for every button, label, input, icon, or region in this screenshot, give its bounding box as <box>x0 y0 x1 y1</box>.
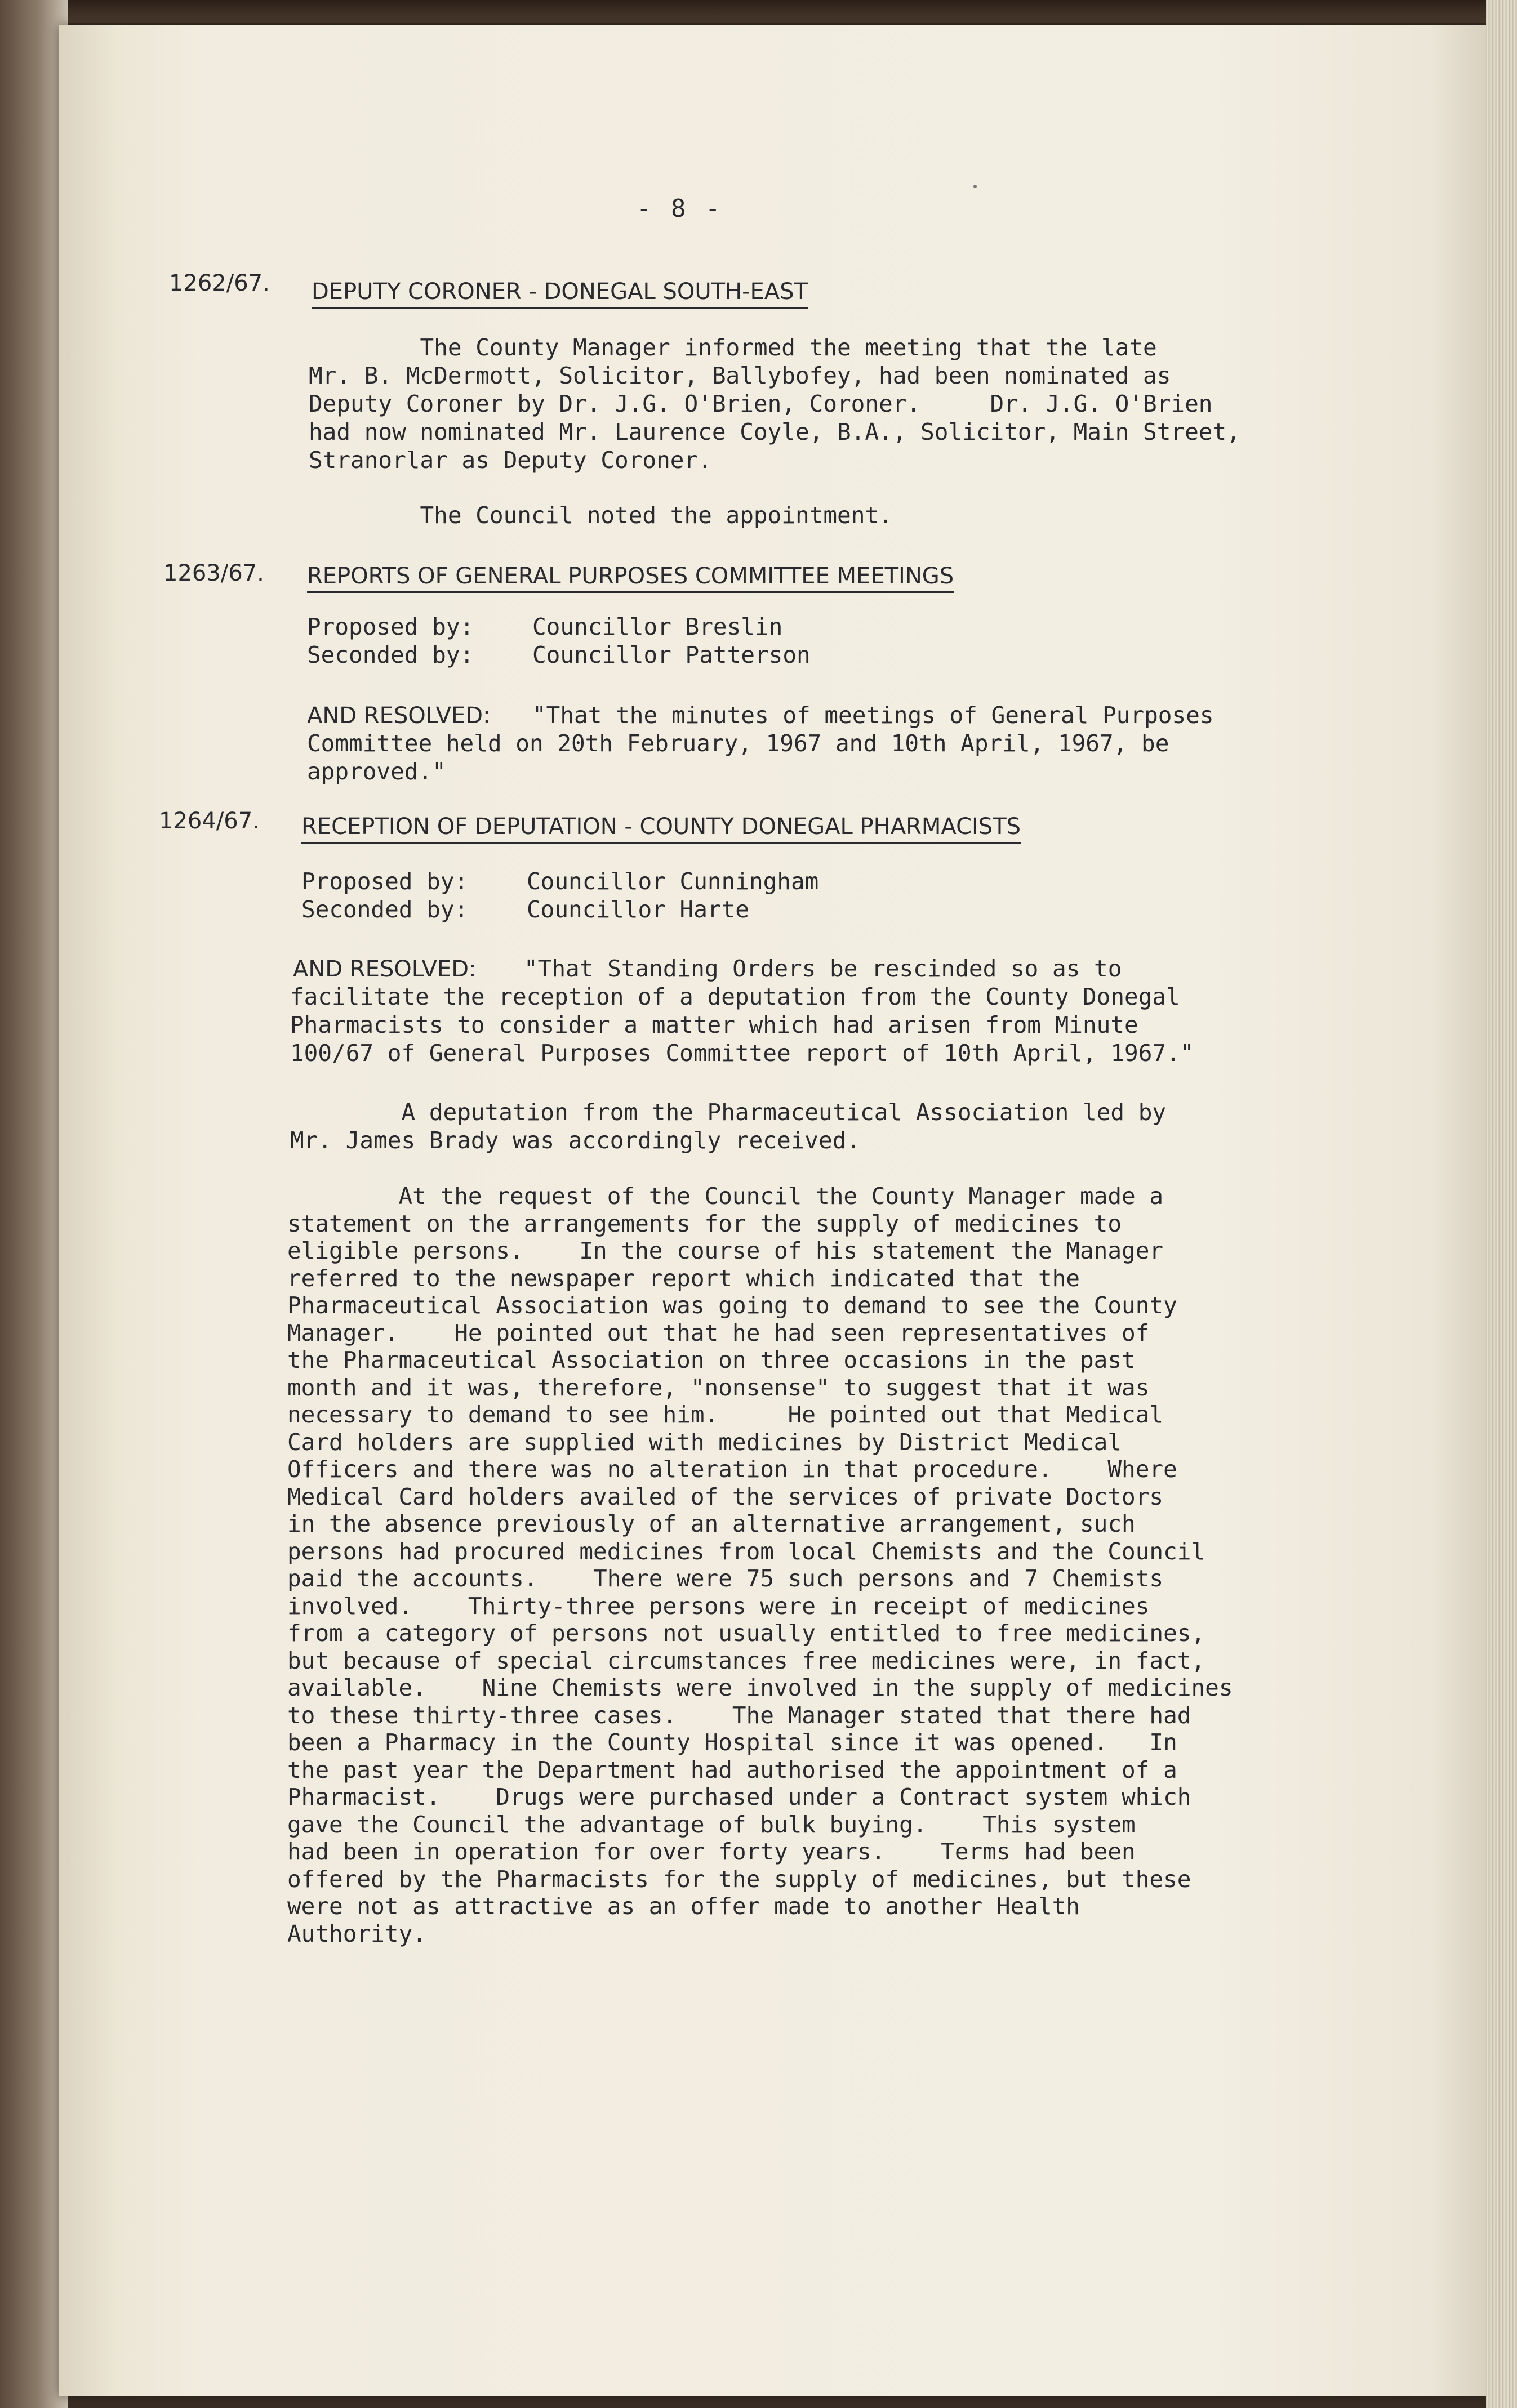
minute-body: The County Manager informed the meeting that the late Mr. B. McDermott, Solicitor, Ballybofey, had been nominated as Deputy Coroner by Dr. J.G. O'Brien, Coroner. Dr. J.G. O'Brien had now nominated Mr. Laurence Coyle, B.A., Solicitor, Main Street, Stranorlar as Deputy Coroner. <box>309 334 1240 474</box>
proposed-row <box>307 613 782 641</box>
proposed-value: Councillor Cunningham <box>527 868 819 895</box>
minute-heading: REPORTS OF GENERAL PURPOSES COMMITTEE MEETINGS <box>307 563 954 593</box>
resolved-text: "That the minutes of meetings of General Purposes <box>532 702 1214 729</box>
resolved-text: "That Standing Orders be rescinded so as to <box>524 955 1122 982</box>
proposed-label: Proposed by: <box>307 613 474 640</box>
proposed-label: Proposed by: <box>301 868 469 895</box>
seconded-row <box>307 641 811 669</box>
seconded-value: Councillor Patterson <box>532 641 811 668</box>
resolved-continuation: Committee held on 20th February, 1967 and 10th April, 1967, be approved." <box>307 730 1169 785</box>
statement-paragraph: At the request of the Council the County Manager made a statement on the arrangements for the supply of medicines to eligible persons. In the course of his statement the Manager referred to the newspaper report which indicated that the Pharmaceutical Association was going to demand to see the County Manager. He pointed out that he had seen representatives of the Pharmaceutical Association on three occasions in the past month and it was, therefore, "nonsense" to suggest that it was necessary to demand to see him. He pointed out that Medical Card holders are supplied with medicines by District Medical Officers and there was no alteration in that procedure. Where Medical Card holders availed of the services of private Doctors in the absence previously of an alternative arrangement, such persons had procured medicines from local Chemists and the Council paid the accounts. There were 75 such persons and 7 Chemists involved. Thirty-three persons were in receipt of medicines from a category of persons not usually entitled to free medicines, but because of special circumstances free medicines were, in fact, available. Nine Chemists were involved in the supply of medicines to these thirty-three cases. The Manager stated that there had been a Pharmacy in the County Hospital since it was opened. In the past year the Department had authorised the appointment of a Pharmacist. Drugs were purchased under a Contract system which gave the Council the advantage of bulk buying. This system had been in operation for over forty years. Terms had been offered by the Pharmacists for the supply of medicines, but these were not as attractive as an offer made to another Health Authority. <box>287 1183 1233 1947</box>
minute-number: 1264/67. <box>159 808 260 834</box>
seconded-label: Seconded by: <box>301 896 469 923</box>
resolved-continuation: facilitate the reception of a deputation from the County Donegal Pharmacists to consider a matter which had arisen from Minute 100/67 of General Purposes Committee report of 10th April, 1967." <box>290 983 1194 1067</box>
deputation-paragraph: A deputation from the Pharmaceutical Association led by Mr. James Brady was accordingly received. <box>290 1099 1167 1154</box>
resolved-row <box>307 701 1214 730</box>
proposed-row <box>301 867 818 895</box>
resolved-row <box>293 955 1122 983</box>
paper-speck <box>973 185 977 188</box>
resolved-label: AND RESOLVED: <box>293 956 477 982</box>
proposed-value: Councillor Breslin <box>532 613 783 640</box>
resolved-label: AND RESOLVED: <box>307 703 491 729</box>
minute-number: 1263/67. <box>163 560 264 586</box>
seconded-label: Seconded by: <box>307 641 474 668</box>
page-number: - 8 - <box>637 194 723 223</box>
minute-note: The Council noted the appointment. <box>309 502 893 529</box>
minute-heading: RECEPTION OF DEPUTATION - COUNTY DONEGAL PHARMACISTS <box>301 814 1021 844</box>
seconded-value: Councillor Harte <box>527 896 749 923</box>
minute-number: 1262/67. <box>169 270 270 296</box>
minute-heading: DEPUTY CORONER - DONEGAL SOUTH-EAST <box>312 279 808 309</box>
seconded-row <box>301 895 749 924</box>
